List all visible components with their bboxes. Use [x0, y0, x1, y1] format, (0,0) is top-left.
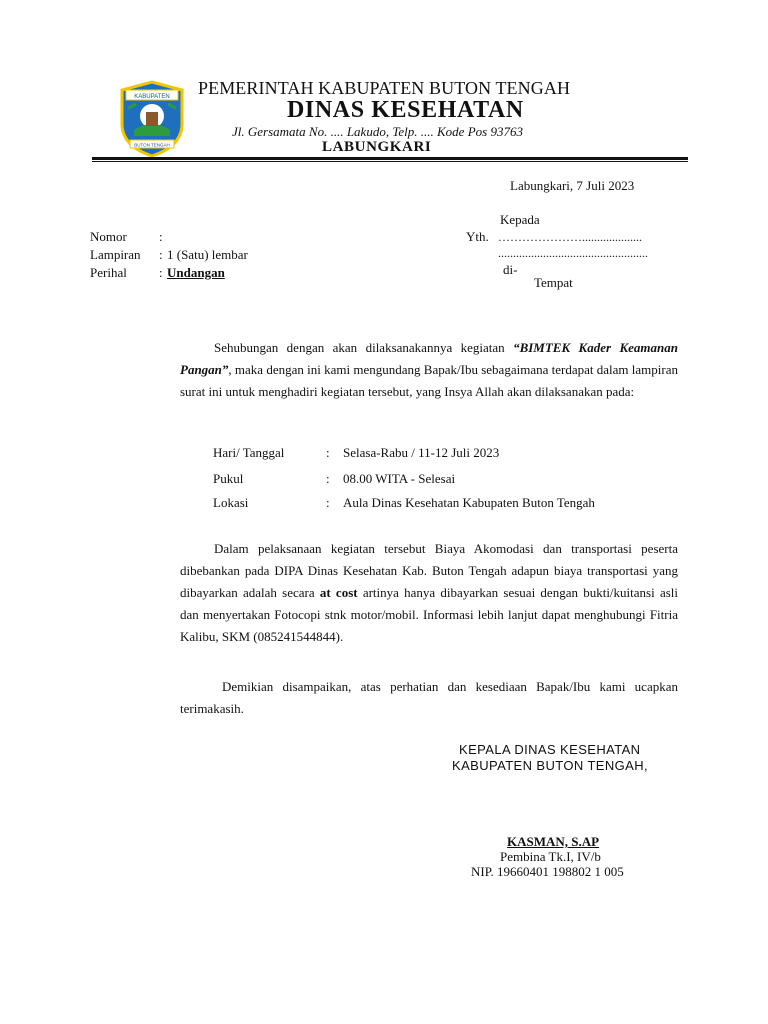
meta-lampiran-label: Lampiran [90, 247, 141, 262]
signature-name: KASMAN, S.AP [507, 834, 600, 849]
p2-intro: Dalam pelaksanaan kegiatan tersebut Biaya Akomodasi dan transportasi peserta dibebankan pada DIPA Dinas Kesehatan Kab. Buton Tengah adapun biaya transportasi yang dibayarkan adalah secara [180, 541, 678, 600]
body-paragraph-1 [180, 337, 678, 403]
detail-location-sep: : [326, 495, 330, 510]
detail-time-value: 08.00 WITA - Selesai [343, 471, 456, 486]
p3-text: Demikian disampaikan, atas perhatian dan kesediaan Bapak/Ibu kami ucapkan terimakasih. [180, 679, 678, 716]
p1-event-name: “BIMTEK Kader Keamanan Pangan” [180, 340, 678, 377]
p2-rest: artinya hanya dibayarkan sesuai dengan bukti/kuitansi asli dan menyertakan Fotocopi stnk motor/mobil. Informasi lebih lanjut dapat menghubungi Fitria Kalibu, SKM (085241544844). [180, 585, 678, 644]
logo-top-text: KABUPATEN [134, 94, 170, 100]
p1-rest: , maka dengan ini kami mengundang Bapak/Ibu sebagaimana terdapat dalam lampiran surat ini untuk menghadiri kegiatan tersebut, yang Insya Allah akan dilaksanakan pada: [180, 362, 678, 399]
recipient-tempat: Tempat [534, 275, 573, 290]
meta-lampiran-sep: : [159, 247, 163, 262]
detail-date-sep: : [326, 445, 330, 460]
signature-rank: Pembina Tk.I, IV/b [500, 849, 601, 864]
letterhead-address: Jl. Gersamata No. .... Lakudo, Telp. .... Kode Pos 93763 [232, 124, 523, 139]
detail-time-label: Pukul [213, 471, 244, 486]
detail-location-value: Aula Dinas Kesehatan Kabupaten Buton Tengah [343, 495, 595, 510]
recipient-di: di- [503, 262, 518, 277]
letterhead-divider-thin [92, 161, 688, 162]
department-name: DINAS KESEHATAN [287, 97, 524, 123]
detail-date-label: Hari/ Tanggal [213, 445, 285, 460]
detail-location-label: Lokasi [213, 495, 249, 510]
government-name: PEMERINTAH KABUPATEN BUTON TENGAH [198, 78, 571, 98]
signature-nip: NIP. 19660401 198802 1 005 [471, 864, 624, 879]
letterhead-divider-thick [92, 157, 688, 160]
body-paragraph-2 [180, 538, 678, 648]
recipient-name-placeholder-line2: .................................................. [498, 246, 648, 260]
meta-perihal-sep: : [159, 265, 163, 280]
meta-nomor-label: Nomor [90, 229, 127, 244]
detail-time-sep: : [326, 471, 330, 486]
meta-perihal-value: Undangan [167, 265, 225, 280]
p2-at-cost: at cost [319, 585, 358, 600]
signature-title-line2: KABUPATEN BUTON TENGAH, [452, 758, 649, 773]
recipient-yth-label: Yth. [466, 229, 489, 244]
letterhead-city: LABUNGKARI [322, 139, 432, 155]
meta-perihal-label: Perihal [90, 265, 127, 280]
logo-bottom-text: BUTON TENGAH [134, 142, 170, 148]
recipient-kepada: Kepada [500, 212, 540, 227]
letter-date: Labungkari, 7 Juli 2023 [510, 178, 635, 193]
body-paragraph-3 [180, 676, 678, 720]
meta-nomor-sep: : [159, 229, 163, 244]
regency-logo [116, 80, 188, 158]
recipient-name-placeholder: ………………….................... [498, 230, 642, 244]
p1-intro: Sehubungan dengan akan dilaksanakannya kegiatan [214, 340, 514, 355]
meta-lampiran-value: 1 (Satu) lembar [167, 247, 248, 262]
detail-date-value: Selasa-Rabu / 11-12 Juli 2023 [343, 445, 500, 460]
signature-title-line1: KEPALA DINAS KESEHATAN [459, 742, 641, 757]
